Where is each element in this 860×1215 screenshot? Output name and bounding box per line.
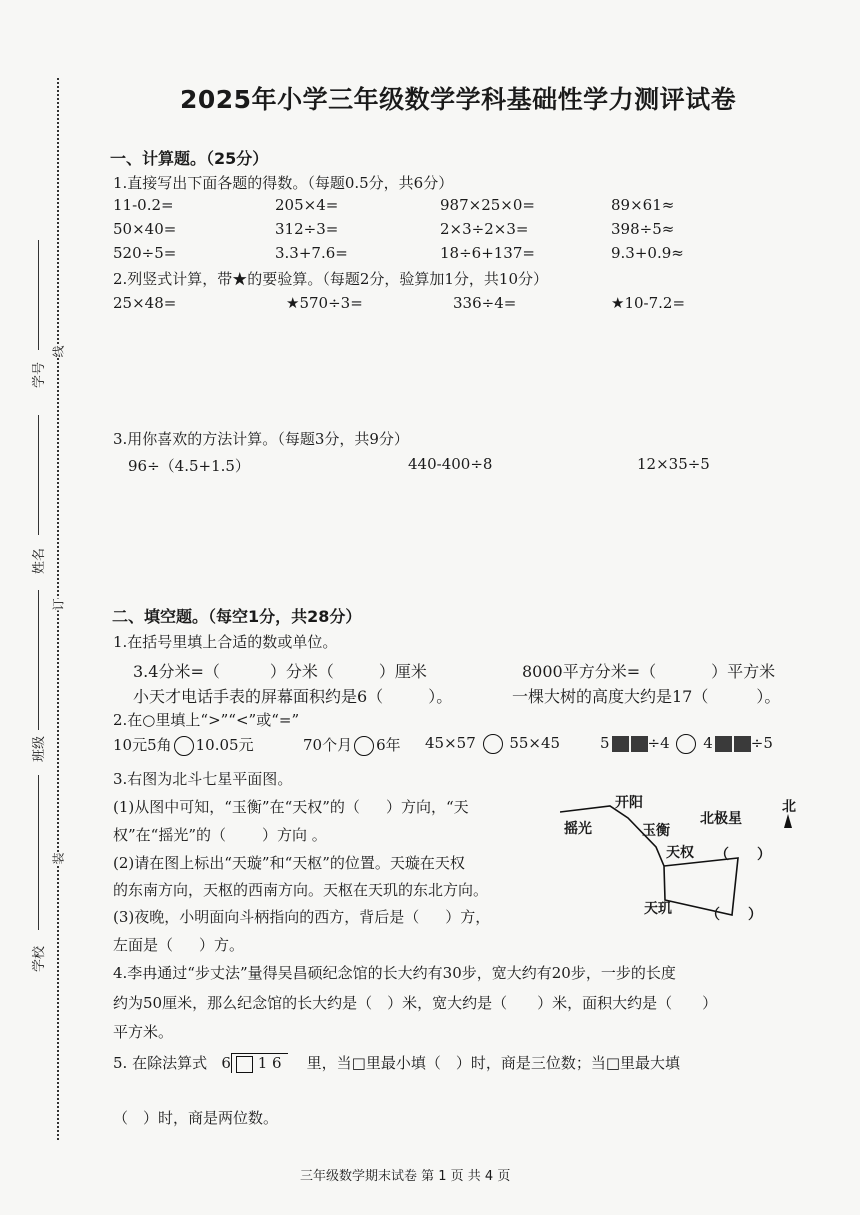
s2-q3-line4: 的东南方向，天枢的西南方向。天枢在天玑的东北方向。 <box>113 881 489 899</box>
xingming-label: 姓名 <box>32 547 47 574</box>
calc-item: 2×3÷2×3= <box>440 220 529 238</box>
s2-q4-line2: 约为50厘米，那么纪念馆的长大约是（ ）米，宽大约是（ ）米，面积大约是（ ） <box>113 994 718 1012</box>
compare-item: 10元5角 10.05元 <box>113 736 254 754</box>
xuehao-rule <box>38 240 39 350</box>
s2-q5-line2: （ ）时，商是两位数。 <box>113 1109 279 1127</box>
s2-q3-line3: (2)请在图上标出“天璇”和“天枢”的位置。天璇在天权 <box>113 854 465 872</box>
s2-q5-line1: 5. 在除法算式 6 1 6 里，当□里最小填（ ）时，商是三位数；当□里最大填 <box>113 1054 681 1072</box>
calc-item: 3.3+7.6= <box>275 244 348 262</box>
star-beijixing: 北极星 <box>700 811 742 827</box>
big-dipper-lines <box>560 790 810 940</box>
calc-item: 9.3+0.9≈ <box>611 244 684 262</box>
calc-item: 987×25×0= <box>440 196 535 214</box>
s2-q4-line3: 平方米。 <box>113 1023 174 1041</box>
calc-item: 11-0.2= <box>113 196 174 214</box>
s2-q3-line1: (1)从图中可知，“玉衡”在“天权”的（ ）方向，“天 <box>113 798 469 816</box>
star-blank-2: （ ） <box>706 907 762 923</box>
s2-q4-line1: 4.李冉通过“步丈法”量得吴昌硕纪念馆的长大约有30步，宽大约有20步，一步的长度 <box>113 964 676 982</box>
hidden-digit-block <box>612 736 629 752</box>
calc-item: 398÷5≈ <box>611 220 675 238</box>
s1-q3-prompt: 3.用你喜欢的方法计算。（每题3分，共9分） <box>113 430 409 448</box>
hidden-digit-block <box>631 736 648 752</box>
star-yuheng: 玉衡 <box>642 823 670 839</box>
vertical-calc-item: 25×48= <box>113 294 177 312</box>
vertical-calc-item: 336÷4= <box>453 294 517 312</box>
star-tianquan: 天权 <box>666 845 694 861</box>
binding-char-zhuang: 装 <box>51 852 66 865</box>
calc-item: 312÷3= <box>275 220 339 238</box>
fill-line-2-tree: 一棵大树的高度大约是17（ ）。 <box>512 687 781 706</box>
blank-digit-box[interactable] <box>236 1056 253 1073</box>
star-tianji: 天玑 <box>644 901 672 917</box>
calc-item: 50×40= <box>113 220 177 238</box>
calc-item: 520÷5= <box>113 244 177 262</box>
banji-rule <box>38 590 39 730</box>
method-calc-item: 96÷（4.5+1.5） <box>128 457 250 475</box>
fill-line-1: 3.4分米=（ ）分米（ ）厘米 <box>133 662 427 681</box>
big-dipper-map <box>560 790 810 940</box>
s2-q3-prompt: 3.右图为北斗七星平面图。 <box>113 770 293 788</box>
s2-q3-line6: 左面是（ ）方。 <box>113 936 245 954</box>
compare-item: 70个月 6年 <box>303 736 401 754</box>
s2-q3-line2: 权”在“摇光”的（ ）方向 。 <box>113 826 327 844</box>
method-calc-item: 12×35÷5 <box>637 455 710 473</box>
fill-line-2-watch: 小天才电话手表的屏幕面积约是6（ ）。 <box>133 687 453 706</box>
compare-item: 45×57 55×45 <box>425 734 561 752</box>
fill-line-1-area: 8000平方分米=（ ）平方米 <box>522 662 776 681</box>
star-kaiyang: 开阳 <box>615 795 643 811</box>
compare-circle[interactable] <box>676 734 696 754</box>
xingming-rule <box>38 415 39 535</box>
page-footer: 三年级数学期末试卷 第 1 页 共 4 页 <box>300 1169 511 1184</box>
method-calc-item: 440-400÷8 <box>408 455 493 473</box>
calc-item: 18÷6+137= <box>440 244 535 262</box>
xuehao-label: 学号 <box>32 361 47 388</box>
binding-char-xian: 线 <box>51 345 66 358</box>
binding-char-ding: 订 <box>51 598 66 611</box>
s1-q2-prompt: 2.列竖式计算，带★的要验算。（每题2分，验算加1分，共10分） <box>113 270 548 288</box>
page-title: 2025年小学三年级数学学科基础性学力测评试卷 <box>180 85 737 114</box>
compare-circle[interactable] <box>354 736 374 756</box>
star-yaoguang: 摇光 <box>564 821 592 837</box>
s1-q1-prompt: 1.直接写出下面各题的得数。（每题0.5分，共6分） <box>113 174 454 192</box>
vertical-calc-item: ★10-7.2= <box>611 294 686 312</box>
xuexiao-label: 学校 <box>32 945 47 972</box>
section2-heading: 二、填空题。（每空1分，共28分） <box>112 607 362 626</box>
calc-item: 205×4= <box>275 196 339 214</box>
long-division-bracket: 1 6 <box>231 1053 288 1073</box>
star-blank-1: （ ） <box>715 847 771 863</box>
compare-item: 5 ÷4 4 ÷5 <box>600 734 773 752</box>
north-label: 北 <box>782 799 796 815</box>
compare-circle[interactable] <box>174 736 194 756</box>
hidden-digit-block <box>734 736 751 752</box>
compare-circle[interactable] <box>483 734 503 754</box>
xuexiao-rule <box>38 775 39 930</box>
calc-item: 89×61≈ <box>611 196 675 214</box>
s2-q2-prompt: 2.在○里填上“>”“<”或“=” <box>113 711 300 729</box>
vertical-calc-item: ★570÷3= <box>286 294 363 312</box>
section1-heading: 一、计算题。（25分） <box>110 149 269 168</box>
s2-q3-line5: (3)夜晚，小明面向斗柄指向的西方，背后是（ ）方， <box>113 908 491 926</box>
hidden-digit-block <box>715 736 732 752</box>
banji-label: 班级 <box>32 735 47 762</box>
s2-q1-prompt: 1.在括号里填上合适的数或单位。 <box>113 633 338 651</box>
